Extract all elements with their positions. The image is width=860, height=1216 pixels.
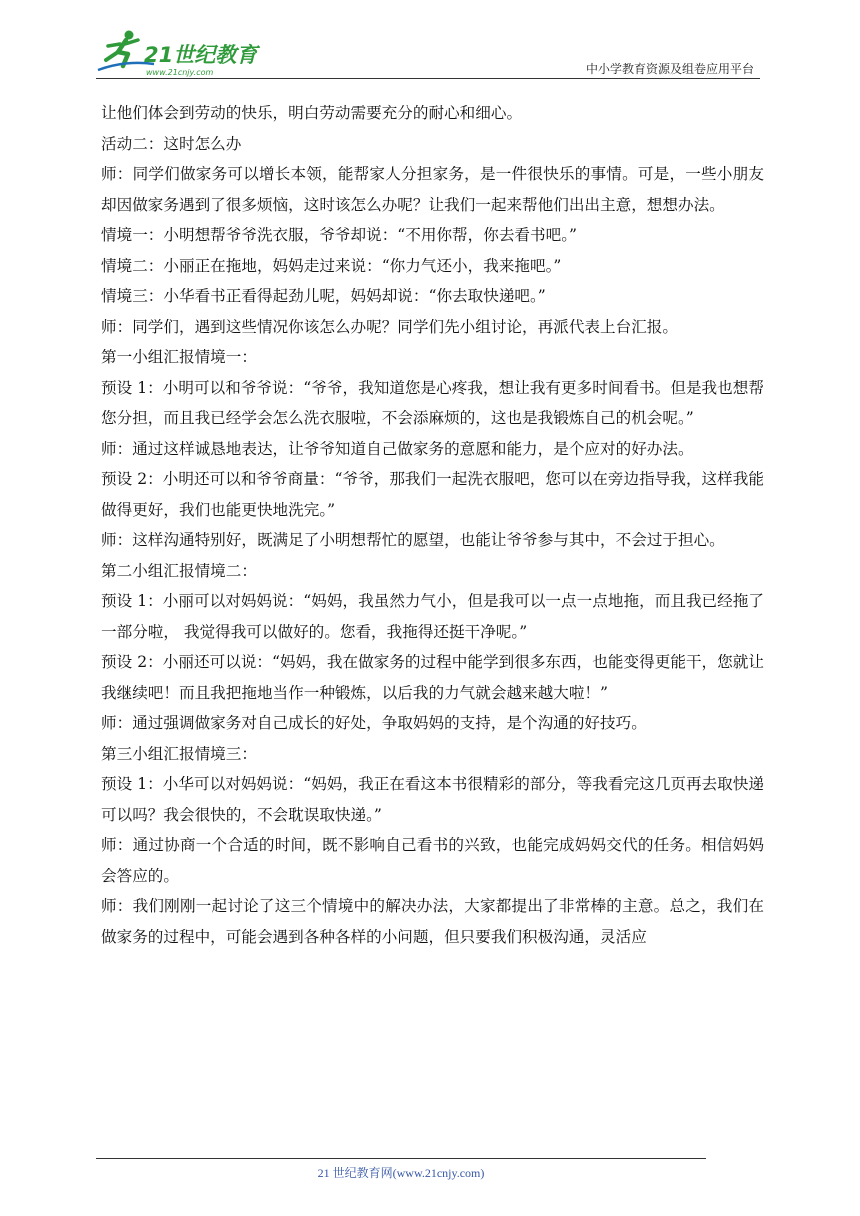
paragraph: 第二小组汇报情境二： [101, 561, 257, 580]
paragraph: 预设 1：小明可以和爷爷说：“爷爷，我知道您是心疼我，想让我有更多时间看书。但是我也想帮您分担，而且我已经学会怎么洗衣服啦，不会添麻烦的，这也是我锻炼自己的机会呢。” [101, 378, 764, 427]
page-footer: 21 世纪教育网(www.21cnjy.com) [317, 1166, 485, 1180]
paragraph: 师：通过协商一个合适的时间，既不影响自己看书的兴致，也能完成妈妈交代的任务。相信妈妈会答应的。 [101, 836, 764, 885]
paragraph: 师：同学们做家务可以增长本领，能帮家人分担家务，是一件很快乐的事情。可是，一些小朋友却因做家务遇到了很多烦恼，这时该怎么办呢？让我们一起来帮他们出出主意，想想办法。 [101, 165, 764, 214]
paragraph: 预设 1：小华可以对妈妈说：“妈妈，我正在看这本书很精彩的部分，等我看完这几页再去取快递可以吗？我会很快的，不会耽误取快递。” [101, 775, 764, 824]
page-header [96, 26, 760, 80]
paragraph: 活动二：这时怎么办 [101, 134, 242, 153]
platform-name: 中小学教育资源及组卷应用平台 [585, 62, 754, 76]
paragraph: 师：通过强调做家务对自己成长的好处，争取妈妈的支持，是个沟通的好技巧。 [101, 714, 647, 732]
paragraph: 师：这样沟通特别好，既满足了小明想帮忙的愿望，也能让爷爷参与其中，不会过于担心。 [101, 531, 725, 549]
header-divider [96, 78, 760, 79]
paragraph: 师：同学们，遇到这些情况你该怎么办呢？同学们先小组讨论，再派代表上台汇报。 [101, 317, 678, 336]
paragraph: 预设 2：小丽还可以说：“妈妈，我在做家务的过程中能学到很多东西，也能变得更能干，您就让我继续吧！而且我把拖地当作一种锻炼，以后我的力气就会越来越大啦！” [101, 653, 764, 702]
paragraph: 情境三：小华看书正看得起劲儿呢，妈妈却说：“你去取快递吧。” [101, 287, 546, 305]
footer-divider [96, 1158, 706, 1159]
document-body [101, 98, 764, 952]
logo-title: 21世纪教育 [144, 43, 258, 67]
paragraph: 师：通过这样诚恳地表达，让爷爷知道自己做家务的意愿和能力，是个应对的好办法。 [101, 439, 694, 458]
paragraph: 预设 1：小丽可以对妈妈说：“妈妈，我虽然力气小，但是我可以一点一点地拖，而且我已经拖了一部分啦， 我觉得我可以做好的。您看，我拖得还挺干净呢。” [101, 592, 764, 641]
site-logo [96, 26, 316, 80]
paragraph: 第三小组汇报情境三： [101, 744, 257, 763]
paragraph: 让他们体会到劳动的快乐，明白劳动需要充分的耐心和细心。 [101, 104, 523, 122]
paragraph: 情境一：小明想帮爷爷洗衣服，爷爷却说：“不用你帮，你去看书吧。” [101, 226, 577, 244]
paragraph: 师：我们刚刚一起讨论了这三个情境中的解决办法，大家都提出了非常棒的主意。总之，我们在做家务的过程中，可能会遇到各种各样的小问题，但只要我们积极沟通，灵活应 [101, 897, 764, 946]
paragraph: 情境二：小丽正在拖地，妈妈走过来说：“你力气还小，我来拖吧。” [101, 256, 562, 275]
paragraph: 预设 2：小明还可以和爷爷商量：“爷爷，那我们一起洗衣服吧，您可以在旁边指导我，这样我能做得更好，我们也能更快地洗完。” [101, 470, 764, 519]
logo-url: www.21cnjy.com [146, 68, 214, 77]
paragraph: 第一小组汇报情境一： [101, 348, 257, 366]
